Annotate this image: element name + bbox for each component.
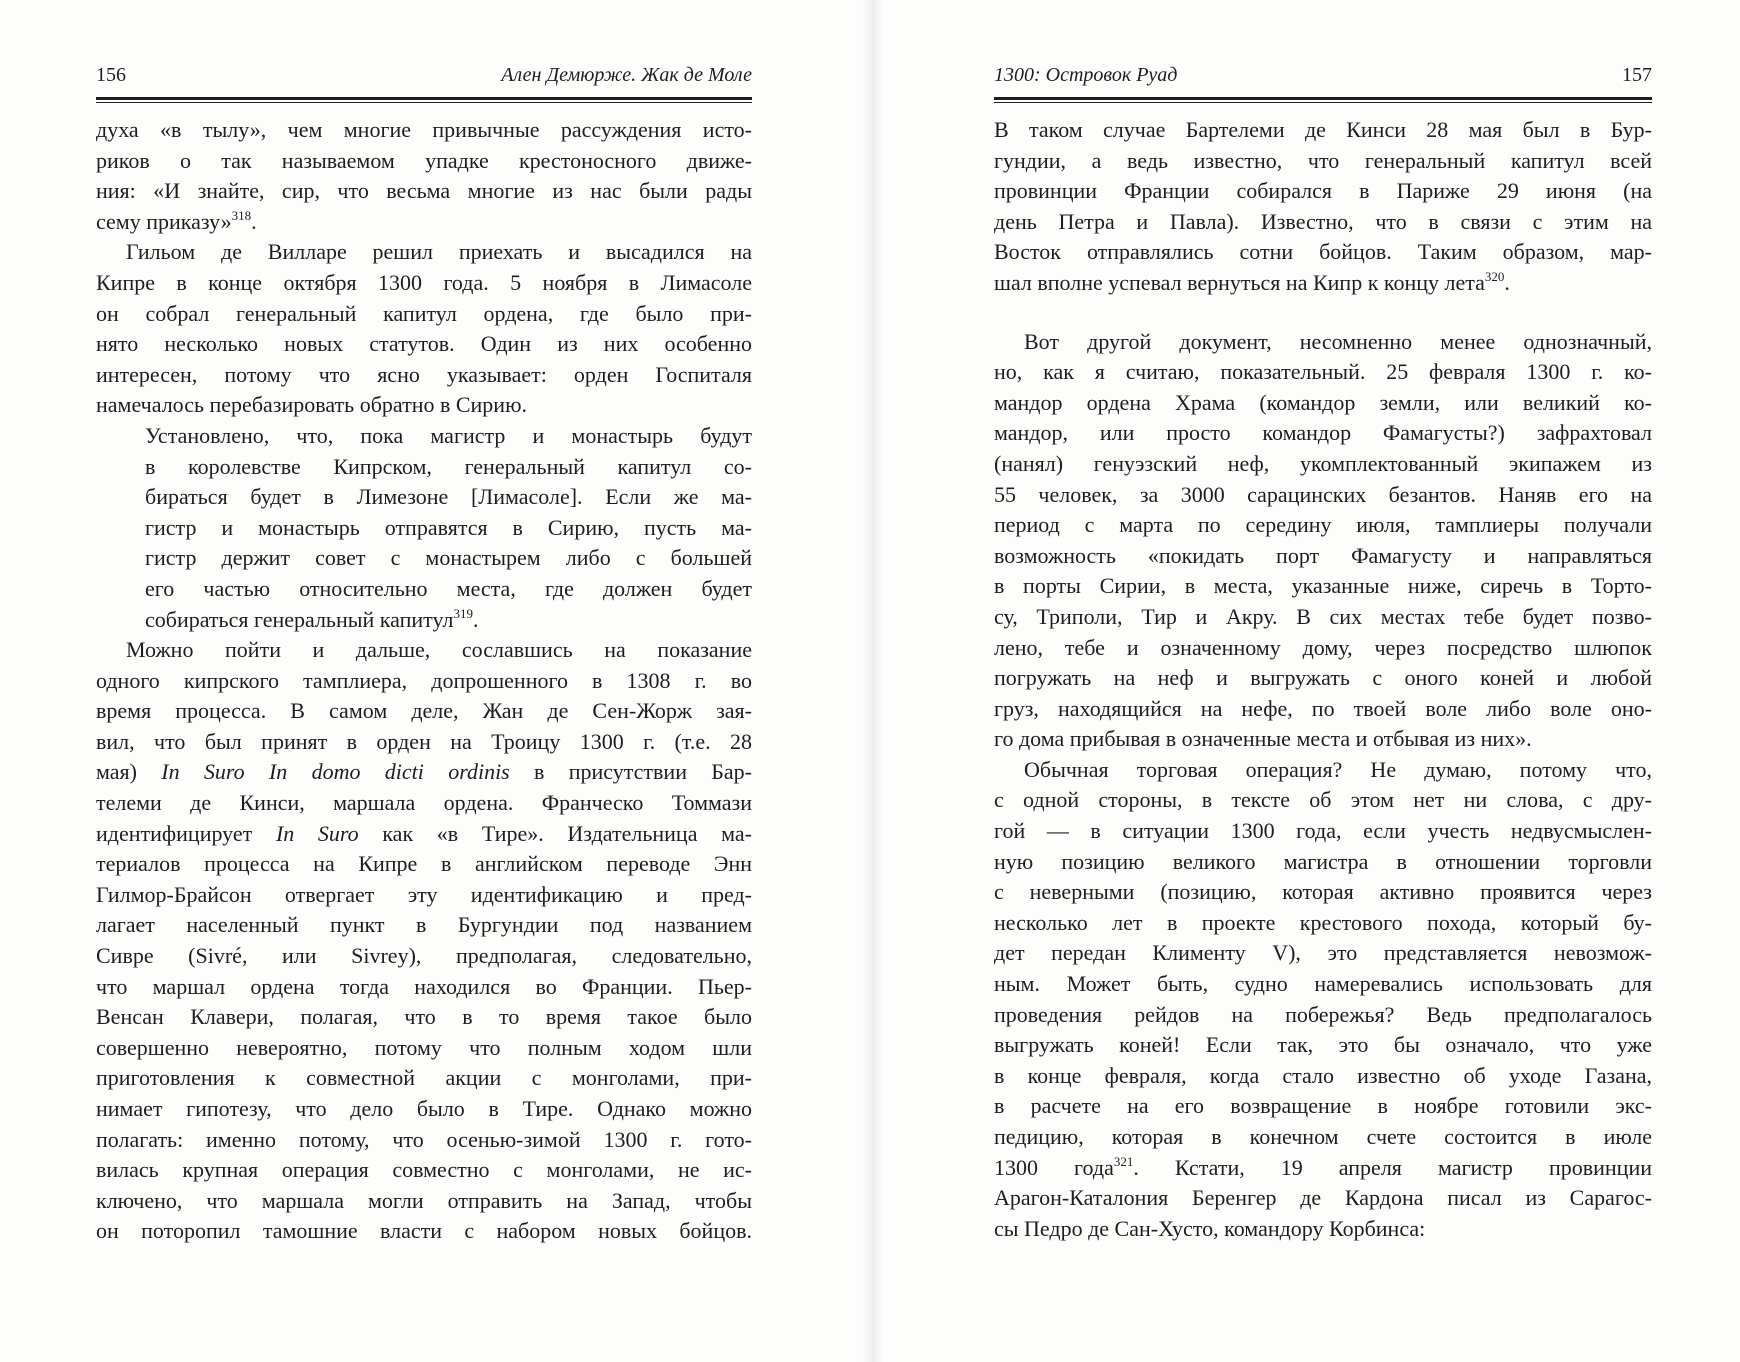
- text-line: гистр и монастырь отправятся в Сирию, пусть ма-: [145, 514, 752, 540]
- text-fragment: сему приказу»: [96, 208, 232, 234]
- text-line: В таком случае Бартелеми де Кинси 28 мая был в Бур-: [994, 117, 1652, 142]
- text-fragment: мая): [96, 759, 162, 785]
- text-line: Гилмор-Брайсон отвергает эту идентификацию и пред-: [96, 881, 752, 907]
- text-line: вилась крупная операция совместно с монголами, не ис-: [96, 1157, 752, 1183]
- paragraph: [994, 115, 1652, 299]
- text-line: териалов процесса на Кипре в английском переводе Энн: [96, 851, 752, 877]
- text-fragment: идентифицирует: [96, 820, 276, 846]
- text-line: груз, находящийся на нефе, по твоей воле либо воле оно-: [994, 695, 1652, 721]
- text-fragment: шал вполне успевал вернуться на Кипр к концу лета: [994, 269, 1485, 295]
- text-line: полагать: именно потому, что осенью-зимой 1300 г. гото-: [96, 1126, 752, 1152]
- footnote-ref: 321: [1113, 1153, 1134, 1169]
- text-line: в королевстве Кипрском, генеральный капитул со-: [145, 453, 752, 479]
- text-line: Арагон-Каталония Беренгер де Кардона писал из Сарагос-: [994, 1185, 1652, 1211]
- text-line: Установлено, что, пока магистр и монастырь будут: [145, 422, 752, 448]
- left-header-rule: [96, 97, 752, 103]
- text-line: ния: «И знайте, сир, что весьма многие из нас были рады: [96, 178, 752, 204]
- text-line: но, как я считаю, показательный. 25 февраля 1300 г. ко-: [994, 359, 1652, 385]
- text-line: [96, 757, 752, 788]
- text-line: педицию, которая в конечном счете состоится в июле: [994, 1124, 1652, 1149]
- text-line: сы Педро де Сан-Хусто, командору Корбинса:: [994, 1215, 1426, 1241]
- paragraph: [994, 755, 1652, 1245]
- text-line: интересен, потому что ясно указывает: орден Госпиталя: [96, 361, 752, 387]
- text-line: выгружать коней! Если так, это бы означало, что уже: [994, 1032, 1652, 1058]
- text-line: в расчете на его возвращение в ноябре готовили экс-: [994, 1093, 1652, 1119]
- text-line: Восток отправлялись сотни бойцов. Таким образом, мар-: [994, 239, 1652, 265]
- text-line: дет передан Клименту V), это представляется невозмож-: [994, 940, 1652, 966]
- text-line: период с марта по середину июля, тамплиеры получали: [994, 512, 1652, 538]
- text-line: время процесса. В самом деле, Жан де Сен-Жорж зая-: [96, 698, 752, 724]
- paragraph: [994, 327, 1652, 755]
- right-header-rule: [994, 97, 1652, 103]
- right-running-head: [994, 60, 1652, 90]
- right-running-title: 1300: Островок Руад: [994, 64, 1178, 86]
- text-line: ключено, что маршала могли отправить на Запад, чтобы: [96, 1187, 752, 1213]
- text-line: сему приказу»$^{318}$.: [96, 207, 257, 234]
- text-line: провинции Франции собирался в Париже 29 июня (на: [994, 178, 1652, 204]
- text-line: гундии, а ведь известно, что генеральный капитул всей: [994, 147, 1652, 173]
- left-page: [96, 60, 752, 1247]
- text-line: мандор, или просто командор Фамагусты?) зафрахтовал: [994, 420, 1652, 446]
- text-line: [994, 1153, 1652, 1184]
- left-running-head: [96, 60, 752, 90]
- right-body-text: [994, 115, 1652, 1244]
- footnote-ref: 318: [231, 207, 252, 223]
- paragraph: [96, 237, 752, 421]
- text-line: лагает населенный пункт в Бургундии под названием: [96, 912, 752, 938]
- left-body-text: [96, 115, 752, 1247]
- text-line: в конце февраля, когда стало известно об уходе Газана,: [994, 1062, 1652, 1088]
- text-line: Кипре в конце октября 1300 года. 5 ноября в Лимасоле: [96, 269, 752, 295]
- text-line: телеми де Кинси, маршала ордена. Франческо Томмази: [96, 790, 752, 816]
- latin-quote: In Suro: [275, 820, 359, 846]
- text-fragment: как «в Тире». Издательница ма-: [358, 820, 752, 846]
- text-line: он поторопил тамошние власти с набором новых бойцов.: [96, 1218, 752, 1244]
- left-page-number: 156: [96, 64, 126, 86]
- text-fragment: . Кстати, 19 апреля магистр провинции: [1133, 1154, 1652, 1180]
- text-line: собираться генеральный капитул$^{319}$.: [145, 605, 479, 632]
- text-line: [96, 819, 752, 850]
- text-line: Гильом де Вилларе решил приехать и высадился на: [126, 239, 752, 265]
- text-line: ным. Может быть, судно намеревались использовать для: [994, 971, 1652, 997]
- text-line: вил, что был принят в орден на Троицу 1300 г. (т.е. 28: [96, 728, 752, 754]
- text-line: (нанял) генуэзский неф, укомплектованный экипажем из: [994, 450, 1652, 476]
- text-line: Венсан Клавери, полагая, что в то время такое было: [96, 1004, 752, 1030]
- text-line: день Петра и Павла). Известно, что в связи с этим на: [994, 208, 1652, 234]
- text-line: в порты Сирии, в места, указанные ниже, сиречь в Торто-: [994, 573, 1652, 599]
- text-line: погружать на неф и выгружать с оного коней и любой: [994, 665, 1652, 691]
- left-running-title: Ален Демюрже. Жак де Моле: [501, 64, 752, 86]
- text-line: нимает гипотезу, что дело было в Тире. Однако можно: [96, 1096, 752, 1121]
- text-line: Вот другой документ, несомненно менее однозначный,: [1024, 328, 1652, 354]
- text-line: с одной стороны, в тексте об этом нет ни слова, с дру-: [994, 787, 1652, 813]
- paragraph: [96, 115, 752, 237]
- footnote-ref: 320: [1484, 268, 1505, 284]
- text-fragment: в присутствии Бар-: [509, 759, 752, 785]
- text-line: намечалось перебазировать обратно в Сирию.: [96, 392, 528, 418]
- text-fragment: 1300 года: [994, 1154, 1114, 1180]
- text-line: су, Триполи, Тир и Акру. В сих местах тебе будет позво-: [994, 603, 1652, 629]
- text-line: он собрал генеральный капитул ордена, где было при-: [96, 300, 752, 326]
- text-line: риков о так называемом упадке крестоносного движе-: [96, 147, 752, 173]
- text-fragment: собираться генеральный капитул: [145, 606, 454, 632]
- text-line: его частью относительно места, где должен будет: [145, 575, 752, 601]
- text-line: с неверными (позицию, которая активно проявится через: [994, 879, 1652, 905]
- block-quote: [145, 421, 752, 635]
- paragraph: [96, 635, 752, 1247]
- text-line: 55 человек, за 3000 сарацинских безантов. Наняв его на: [994, 481, 1652, 507]
- book-gutter: [862, 0, 884, 1362]
- latin-quote: In Suro In domo dicti ordinis: [161, 759, 510, 785]
- text-line: гистр держит совет с монастырем либо с большей: [145, 545, 752, 571]
- text-line: Сивре (Sivré, или Sivrey), предполагая, следовательно,: [96, 943, 752, 969]
- text-fragment: .: [1504, 269, 1510, 295]
- text-line: Обычная торговая операция? Не думаю, потому что,: [1024, 756, 1652, 782]
- text-line: духа «в тылу», чем многие привычные рассуждения исто-: [96, 117, 752, 142]
- text-line: гой — в ситуации 1300 года, если учесть недвусмыслен-: [994, 818, 1652, 844]
- right-page: [994, 60, 1652, 1244]
- text-line: проведения рейдов на побережья? Ведь предполагалось: [994, 1001, 1652, 1027]
- text-line: несколько лет в проекте крестового похода, который бу-: [994, 909, 1652, 935]
- text-line: [994, 268, 1652, 299]
- text-line: бираться будет в Лимезоне [Лимасоле]. Если же ма-: [145, 484, 752, 510]
- text-line: что маршал ордена тогда находился во Франции. Пьер-: [96, 973, 752, 999]
- text-line: Можно пойти и дальше, сославшись на показание: [126, 637, 752, 663]
- right-page-number: 157: [1622, 64, 1652, 86]
- text-line: мандор ордена Храма (командор земли, или великий ко-: [994, 389, 1652, 415]
- text-line: нято несколько новых статутов. Один из них особенно: [96, 331, 752, 357]
- text-line: одного кипрского тамплиера, допрошенного в 1308 г. во: [96, 667, 752, 693]
- text-line: возможность «покидать порт Фамагусту и направляться: [994, 542, 1652, 568]
- text-line: приготовления к совместной акции с монголами, при-: [96, 1065, 752, 1091]
- text-line: ную позицию великого магистра в отношении торговли: [994, 848, 1652, 874]
- text-line: лено, тебе и означенному дому, через посредство шлюпок: [994, 634, 1652, 660]
- text-line: го дома прибывая в означенные места и отбывая из них».: [994, 726, 1532, 752]
- footnote-ref: 319: [453, 605, 474, 621]
- text-line: совершенно невероятно, потому что полным ходом шли: [96, 1034, 752, 1060]
